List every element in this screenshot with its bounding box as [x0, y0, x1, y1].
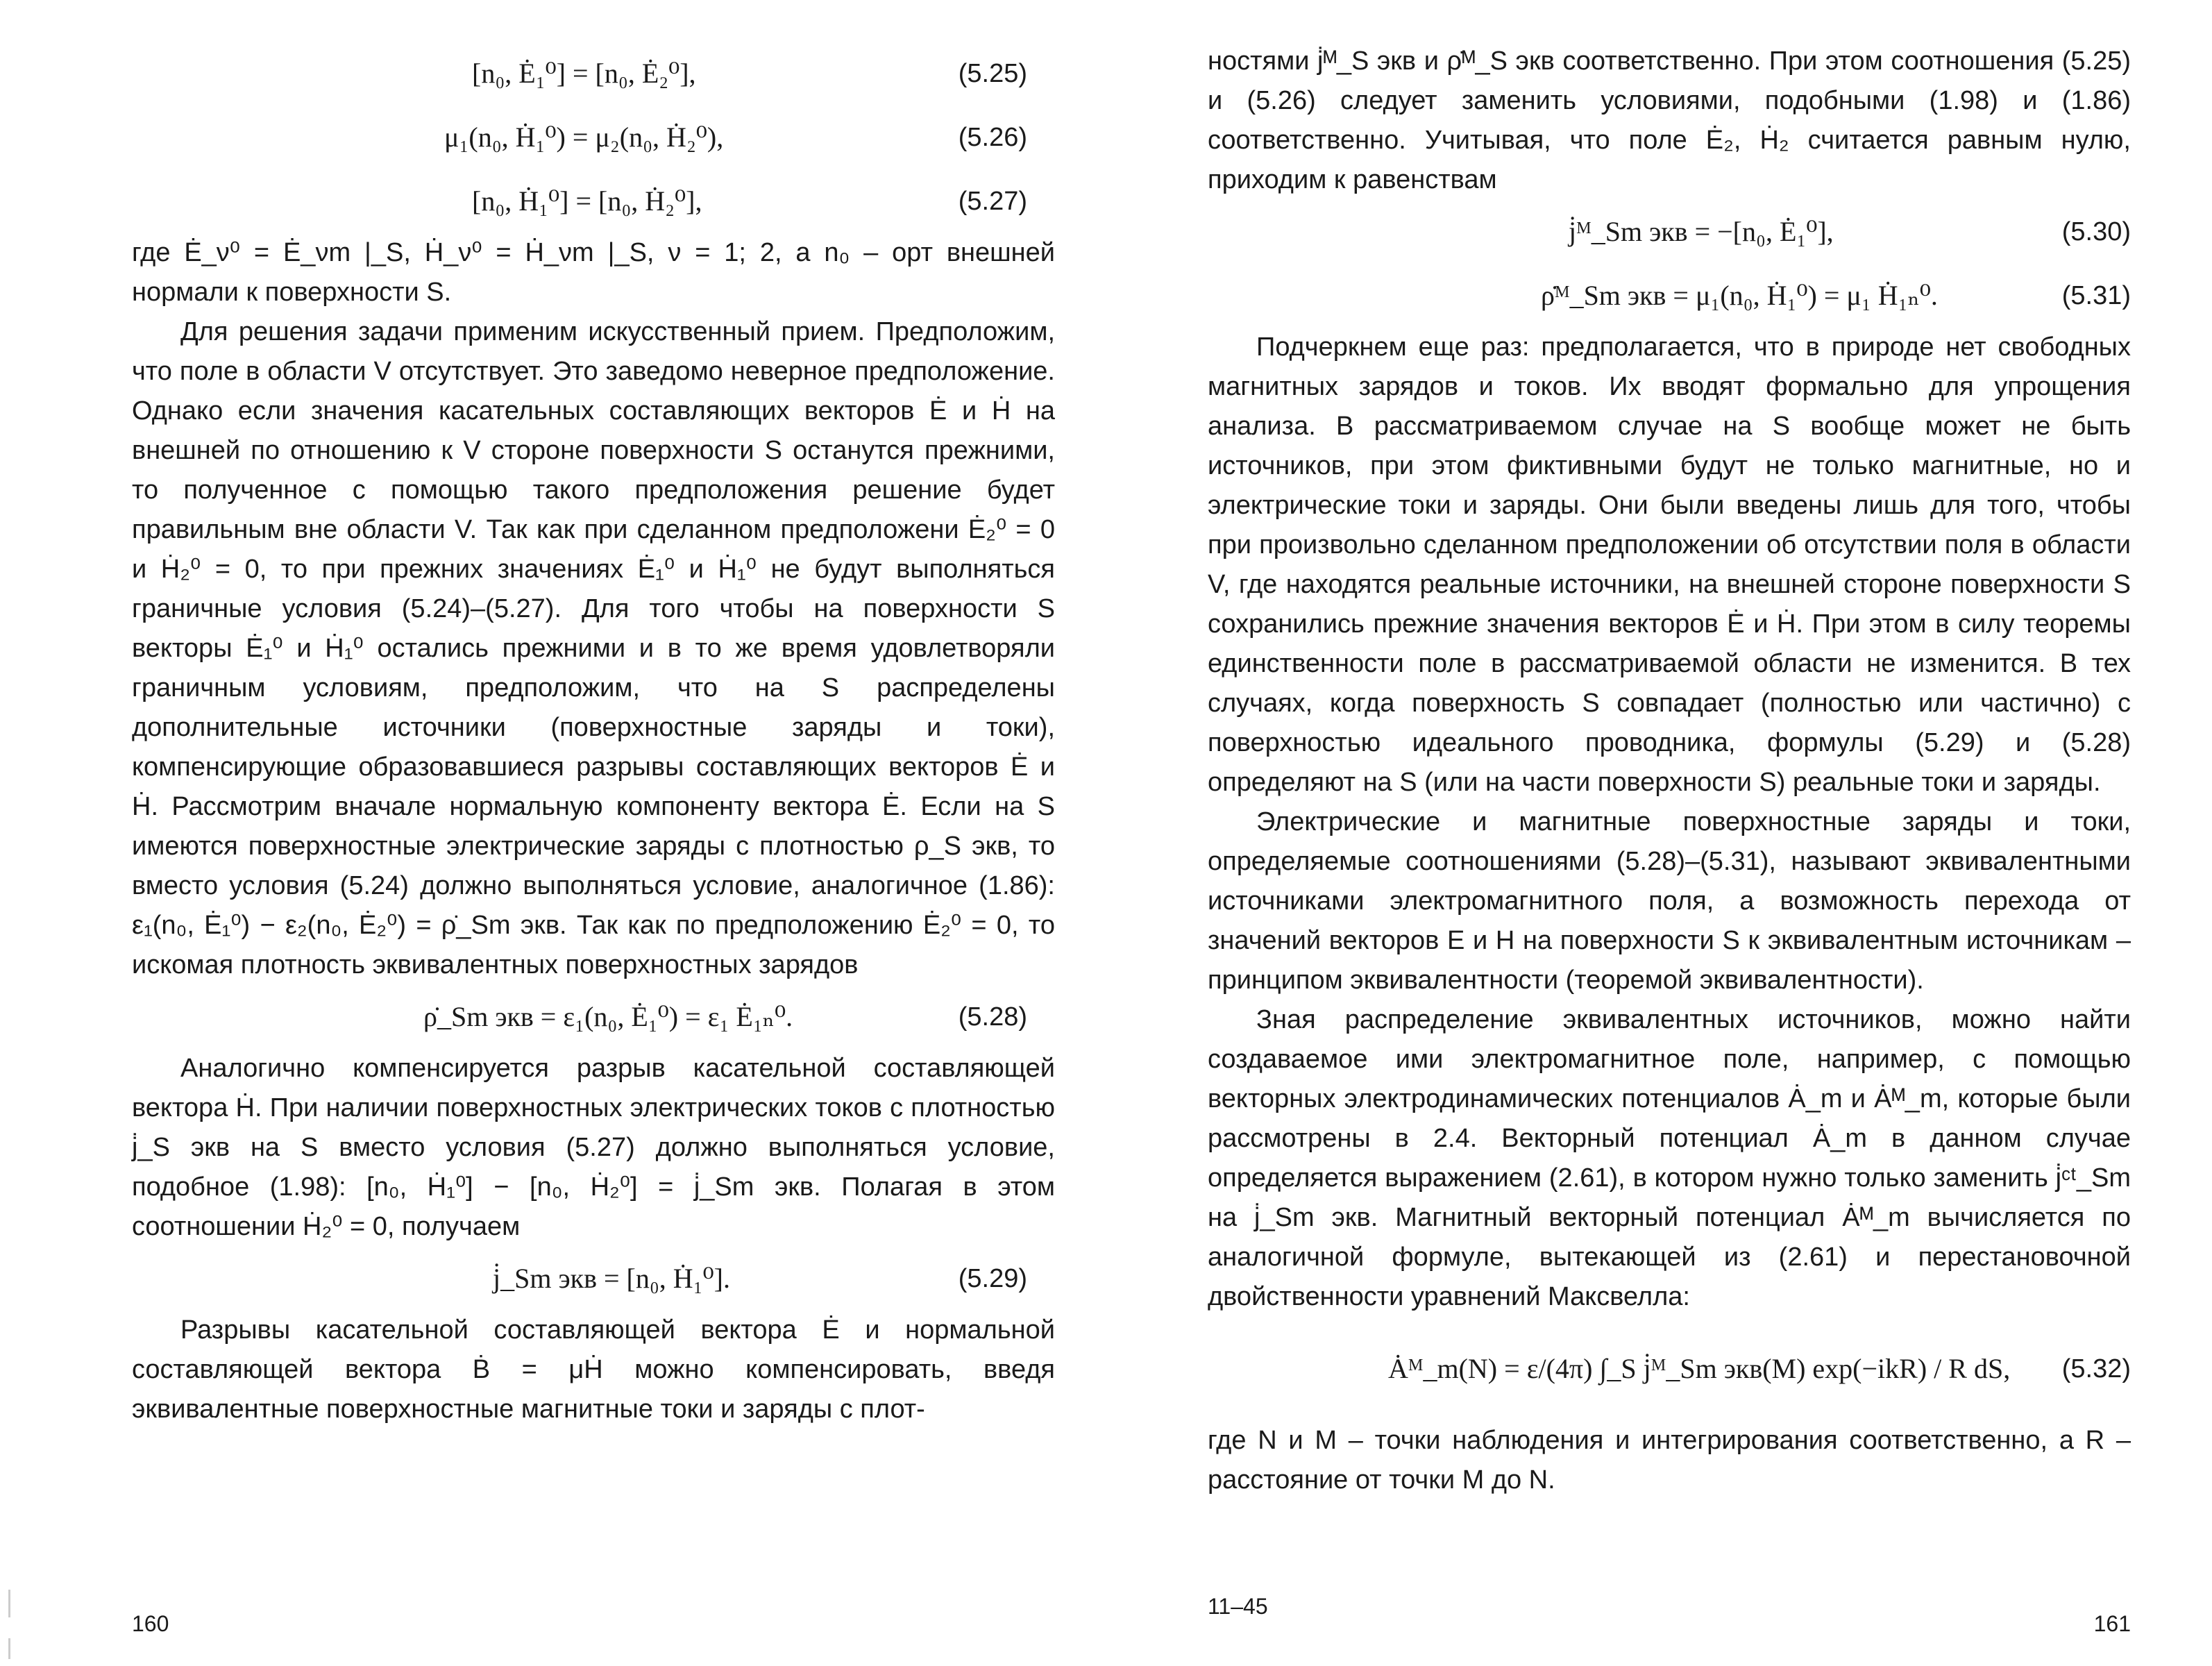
left-page	[132, 42, 1055, 1636]
paragraph: Для решения задачи применим искусственный прием. Предположим, что поле в области V отсутствует. Это заведомо неверное предположение. Однако если значения касательных составляющих векторов Ė и Ḣ на внешней по отношению к V стороне поверхности S останутся прежними, то полученное с помощью такого предположения решение будет правильным вне области V. Так как при сделанном предположени Ė₂⁰ = 0 и Ḣ₂⁰ = 0, то при прежних значениях Ė₁⁰ и Ḣ₁⁰ не будут выполняться граничные условия (5.24)–(5.27). Для того чтобы на поверхности S векторы Ė₁⁰ и Ḣ₁⁰ остались прежними и в то же время удовлетворяли граничным условиям, предположим, что на S распределены дополнительные источники (поверхностные заряды и токи), компенсирующие образовавшиеся разрывы составляющих векторов Ė и Ḣ. Рассмотрим вначале нормальную компоненту вектора Ė. Если на S имеются поверхностные электрические заряды с плотностью ρ_S экв, то вместо условия (5.24) должно выполняться условие, аналогичное (1.86): ε₁(n₀, Ė₁⁰) − ε₂(n₀, Ė₂⁰) = ρ̇_Sm экв. Так как по предположению Ė₂⁰ = 0, то искомая плотность эквивалентных поверхностных зарядов	[132, 317, 1055, 979]
scan-edge-mark	[8, 1638, 10, 1659]
equation-5-29	[132, 1247, 1055, 1311]
equation-5-26	[132, 106, 1055, 169]
scan-edge-mark	[8, 1590, 10, 1617]
equation-formula: ρ̇ᴹ_Sm экв = μ₁(n₀, Ḣ₁⁰) = μ₁ Ḣ₁ₙ⁰.	[1541, 280, 1938, 311]
equation-number: (5.25)	[958, 58, 1027, 88]
paragraph: Зная распределение эквивалентных источников, можно найти создаваемое ими электромагнитное поле, например, с помощью векторных электродинамических потенциалов Ȧ_m и Ȧᴹ_m, которые были рассмотрены в 2.4. Векторный потенциал Ȧ_m в данном случае определяется выражением (2.61), в котором нужно только заменить j̇ᶜᵗ_Sm на j̇_Sm экв. Магнитный векторный потенциал Ȧᴹ_m вычисляется по аналогичной формуле, вытекающей из (2.61) и перестановочной двойственности уравнений Максвелла:	[1208, 1005, 2131, 1311]
equation-5-25	[132, 42, 1055, 106]
equation-number: (5.31)	[2061, 280, 2131, 310]
paragraph: Подчеркнем еще раз: предполагается, что в природе нет свободных магнитных зарядов и токов. Их вводят формально для упрощения анализа. В рассматриваемом случае на S вообще может не быть источников, при этом фиктивными будут не только магнитные, но и электрические токи и заряды. Они были введены лишь для того, чтобы при произвольно сделанном предположении об отсутствии поля в области V, где находятся реальные источники, на внешней стороне поверхности S сохранились прежние значения векторов Ė и Ḣ. При этом в силу теоремы единственности поле в рассматриваемой области не изменится. В тех случаях, когда поверхность S совпадает (полностью или частично) с поверхностью идеального проводника, формулы (5.29) и (5.28) определяют на S (или на части поверхности S) реальные токи и заряды.	[1208, 333, 2131, 797]
equation-number: (5.30)	[2061, 217, 2131, 246]
page-number: 160	[132, 1611, 169, 1636]
page-number: 161	[2093, 1611, 2131, 1636]
equation-5-30	[1208, 200, 2131, 264]
paragraph: Электрические и магнитные поверхностные заряды и токи, определяемые соотношениями (5.28)–(5.31), называют эквивалентными источниками электромагнитного поля, а возможность перехода от значений векторов E и H на поверхности S к эквивалентным источникам – принципом эквивалентности (теоремой эквивалентности).	[1208, 807, 2131, 995]
signature-mark: 11–45	[1208, 1594, 1268, 1619]
paragraph: Разрывы касательной составляющей вектора Ė и нормальной составляющей вектора Ḃ = μḢ можно компенсировать, введя эквивалентные поверхностные магнитные токи и заряды с плот-	[132, 1315, 1055, 1424]
equation-formula: ρ̇_Sm экв = ε₁(n₀, Ė₁⁰) = ε₁ Ė₁ₙ⁰.	[423, 1001, 793, 1032]
equation-formula: j̇ᴹ_Sm экв = −[n₀, Ė₁⁰],	[1569, 216, 1834, 247]
equation-formula: [n₀, Ė₁⁰] = [n₀, Ė₂⁰],	[472, 58, 696, 89]
paragraph: Аналогично компенсируется разрыв касательной составляющей вектора Ḣ. При наличии поверхностных электрических токов с плотностью j̇_S экв на S вместо условия (5.27) должно выполняться условие, подобное (1.98): [n₀, Ḣ₁⁰] − [n₀, Ḣ₂⁰] = j̇_Sm экв. Полагая в этом соотношении Ḣ₂⁰ = 0, получаем	[132, 1054, 1055, 1241]
equation-number: (5.29)	[958, 1263, 1027, 1293]
paragraph: где N и M – точки наблюдения и интегрирования соответственно, а R – расстояние от точки M до N.	[1208, 1426, 2131, 1495]
right-page	[1208, 42, 2131, 1636]
equation-formula: j̇_Sm экв = [n₀, Ḣ₁⁰].	[493, 1263, 730, 1294]
equation-formula: [n₀, Ḣ₁⁰] = [n₀, Ḣ₂⁰],	[472, 185, 702, 217]
paragraph: где Ė_ν⁰ = Ė_νm |_S, Ḣ_ν⁰ = Ḣ_νm |_S, ν = 1; 2, а n₀ – орт внешней нормали к поверхности S.	[132, 238, 1055, 307]
equation-number: (5.32)	[2061, 1354, 2131, 1383]
paragraph: ностями j̇ᴹ_S экв и ρ̇ᴹ_S экв соответственно. При этом соотношения (5.25) и (5.26) следует заменить условиями, подобными (1.98) и (1.86) соответственно. Учитывая, что поле Ė₂, Ḣ₂ считается равным нулю, приходим к равенствам	[1208, 47, 2131, 194]
equation-5-28	[132, 985, 1055, 1049]
equation-5-27	[132, 169, 1055, 233]
equation-5-32	[1208, 1317, 2131, 1421]
equation-formula: μ₁(n₀, Ḣ₁⁰) = μ₂(n₀, Ḣ₂⁰),	[444, 121, 724, 153]
equation-5-31	[1208, 264, 2131, 328]
equation-number: (5.26)	[958, 122, 1027, 152]
equation-number: (5.28)	[958, 1002, 1027, 1032]
equation-number: (5.27)	[958, 186, 1027, 216]
equation-formula: Ȧᴹ_m(N) = ε/(4π) ∫_S j̇ᴹ_Sm экв(M) exp(−ikR) / R dS,	[1388, 1353, 2011, 1384]
